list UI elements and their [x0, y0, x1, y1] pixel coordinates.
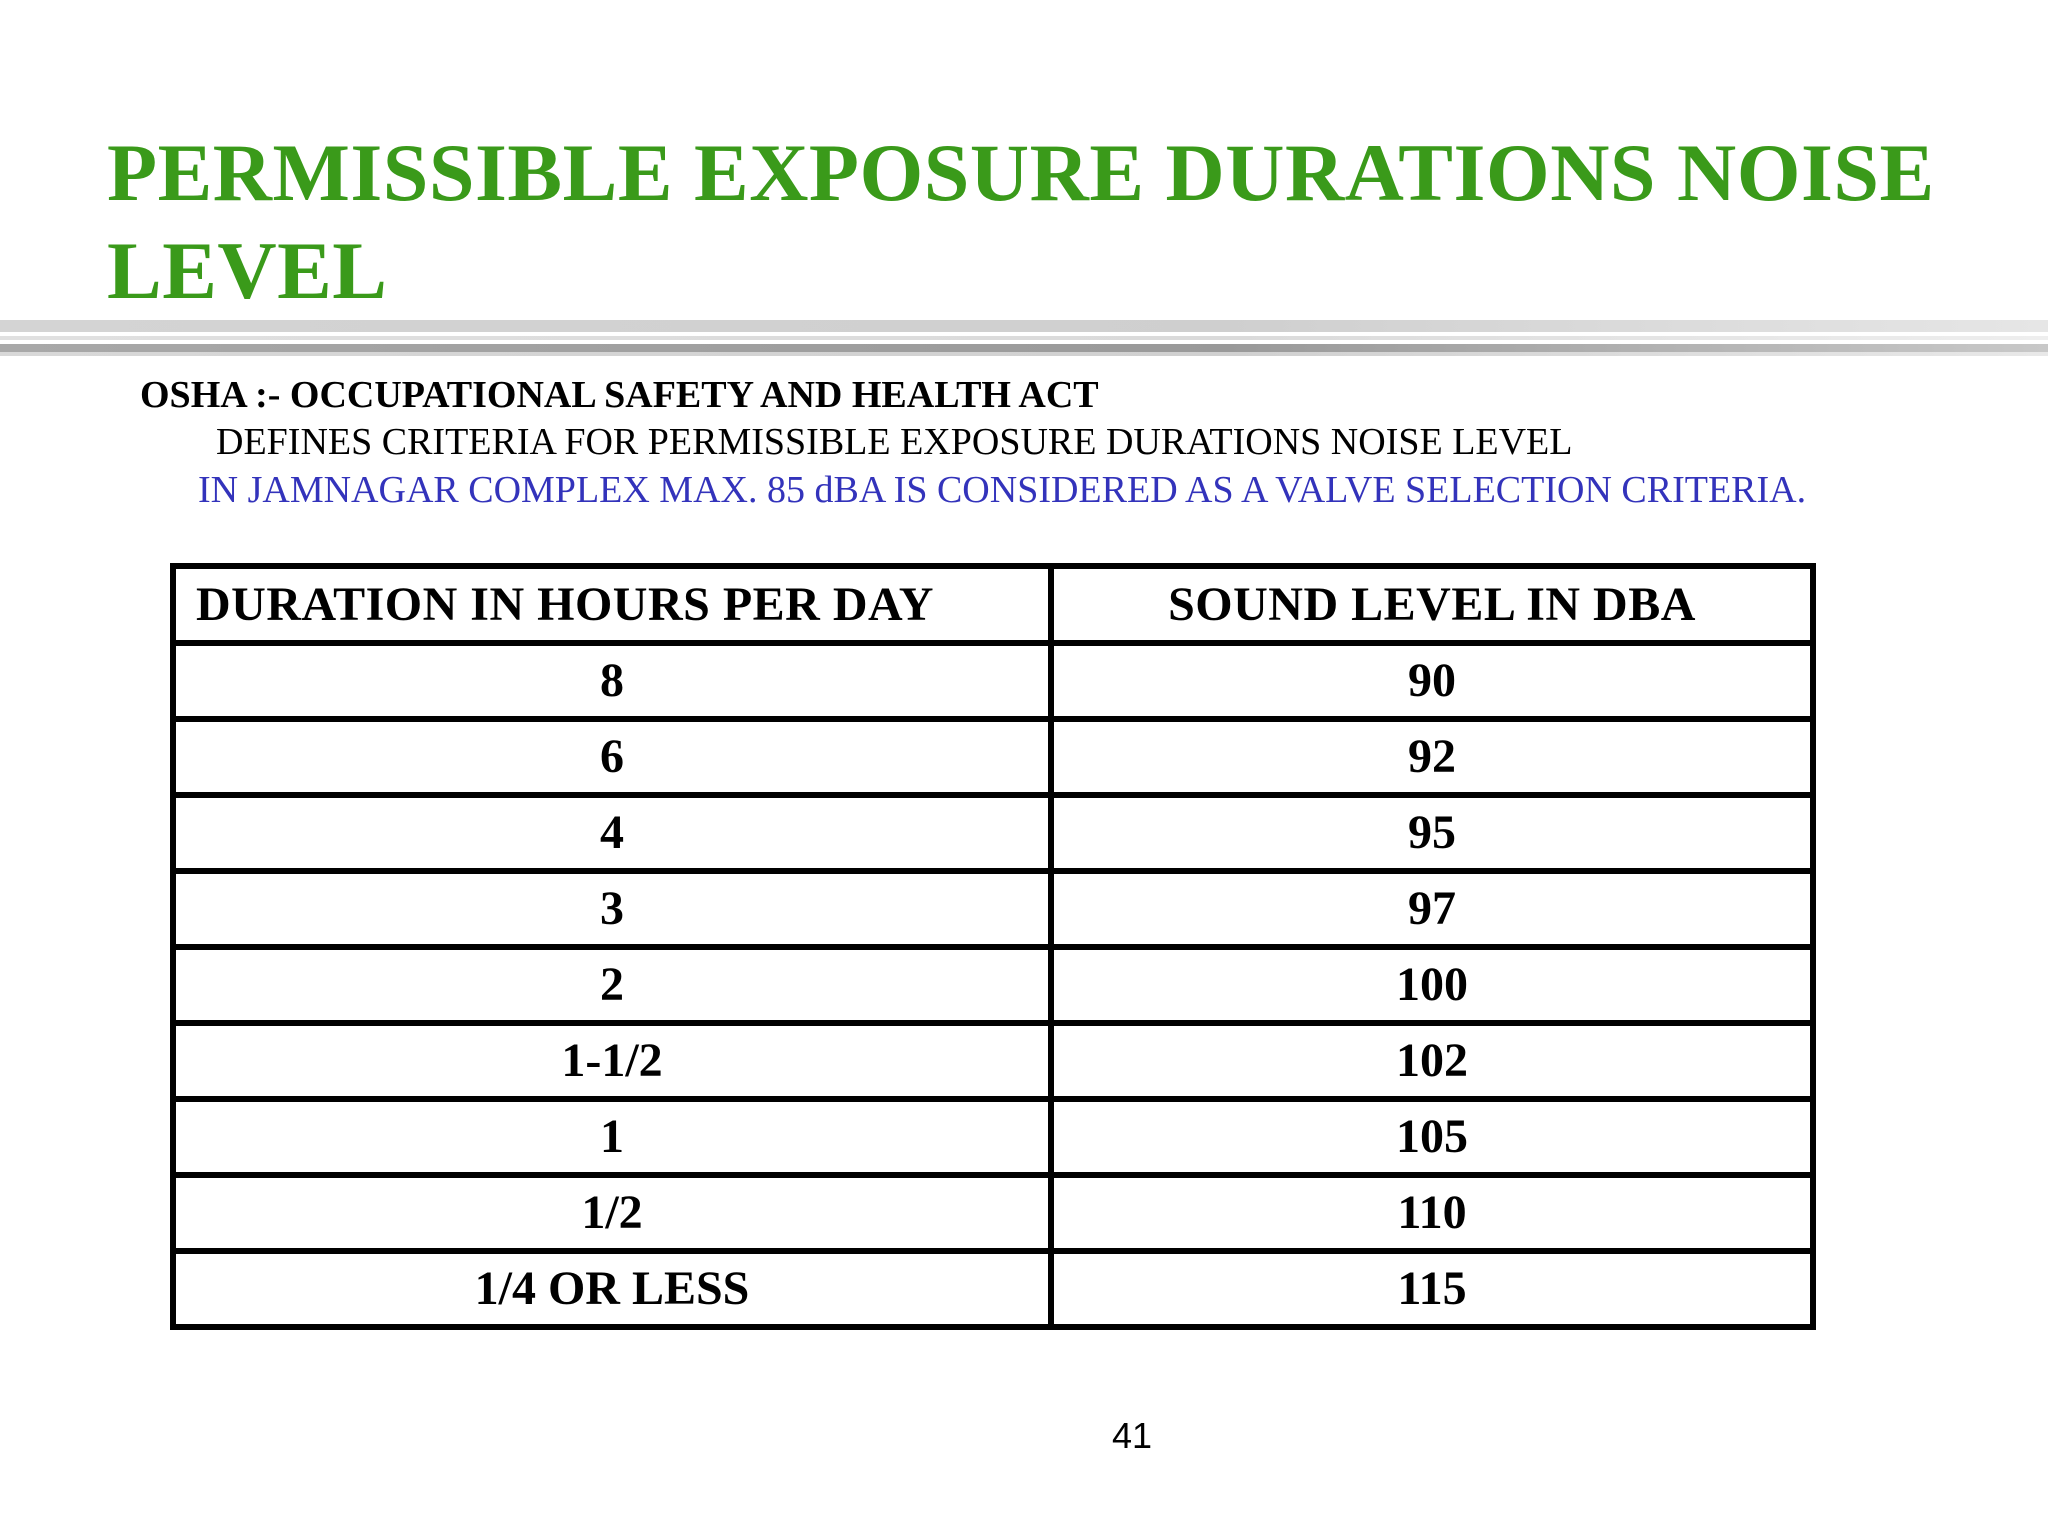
sound-level-cell: 100 — [1051, 947, 1813, 1023]
duration-cell: 1/4 OR LESS — [173, 1251, 1051, 1327]
sound-level-cell: 105 — [1051, 1099, 1813, 1175]
title-divider-dark — [0, 344, 2048, 352]
table-row — [173, 1099, 1813, 1175]
table-row — [173, 1175, 1813, 1251]
exposure-table-wrapper — [170, 563, 1810, 1330]
sound-level-cell: 110 — [1051, 1175, 1813, 1251]
duration-cell: 4 — [173, 795, 1051, 871]
duration-cell: 3 — [173, 871, 1051, 947]
table-row — [173, 871, 1813, 947]
table-row — [173, 719, 1813, 795]
title-divider-bottom — [0, 352, 2048, 356]
duration-cell: 2 — [173, 947, 1051, 1023]
sound-level-cell: 95 — [1051, 795, 1813, 871]
sound-level-cell: 97 — [1051, 871, 1813, 947]
duration-column-header: DURATION IN HOURS PER DAY — [173, 566, 1051, 643]
duration-cell: 8 — [173, 643, 1051, 719]
criteria-note: IN JAMNAGAR COMPLEX MAX. 85 dBA IS CONSIDERED AS A VALVE SELECTION CRITERIA. — [198, 469, 1807, 511]
exposure-table — [170, 563, 1816, 1330]
osha-description: DEFINES CRITERIA FOR PERMISSIBLE EXPOSURE DURATIONS NOISE LEVEL — [216, 421, 1573, 463]
sound-level-cell: 115 — [1051, 1251, 1813, 1327]
title-divider-top — [0, 320, 2048, 332]
table-row — [173, 947, 1813, 1023]
page-number: 41 — [1112, 1415, 1153, 1456]
osha-heading: OSHA :- OCCUPATIONAL SAFETY AND HEALTH ACT — [140, 374, 1099, 416]
duration-cell: 1 — [173, 1099, 1051, 1175]
sound-level-cell: 92 — [1051, 719, 1813, 795]
table-row — [173, 1251, 1813, 1327]
sound-level-column-header: SOUND LEVEL IN DBA — [1051, 566, 1813, 643]
title-divider-light — [0, 336, 2048, 340]
table-row — [173, 1023, 1813, 1099]
duration-cell: 1-1/2 — [173, 1023, 1051, 1099]
table-row — [173, 795, 1813, 871]
table-row — [173, 643, 1813, 719]
sound-level-cell: 102 — [1051, 1023, 1813, 1099]
slide-title: PERMISSIBLE EXPOSURE DURATIONS NOISE LEVEL — [107, 127, 1935, 316]
duration-cell: 1/2 — [173, 1175, 1051, 1251]
table-header-row — [173, 566, 1813, 643]
duration-cell: 6 — [173, 719, 1051, 795]
sound-level-cell: 90 — [1051, 643, 1813, 719]
